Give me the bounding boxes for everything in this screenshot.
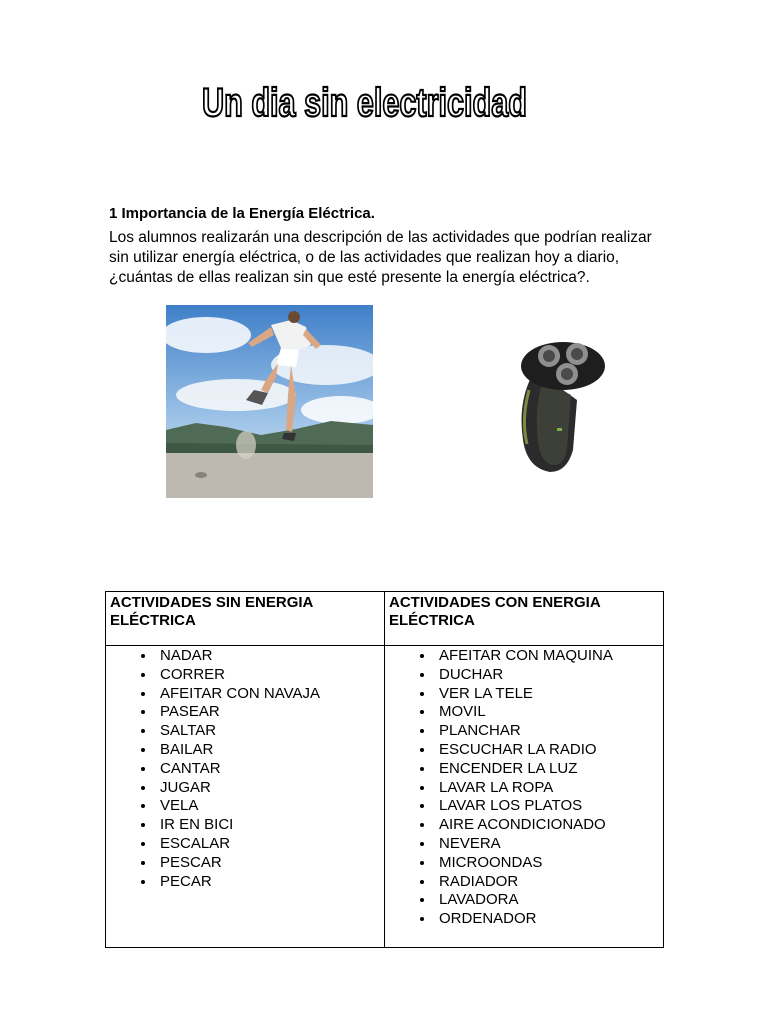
list-item: • PESCAR [156,854,380,873]
list-item: • CORRER [156,666,380,685]
table-header-row [106,592,664,646]
cell-with-electricity [385,646,664,948]
intro-paragraph: Los alumnos realizarán una descripción de las actividades que podrían realizar sin utilizar energía eléctrica, o de las actividades que realizan hoy a diario, ¿cuántas de ellas realizan sin que esté presente la energía eléctrica?. [109,229,652,286]
list-item: • AIRE ACONDICIONADO [435,816,659,835]
list-item: • NADAR [156,647,380,666]
list-item: • VER LA TELE [435,685,659,704]
runner-jumping-photo [166,305,373,498]
table-row [106,646,664,948]
cell-without-electricity [106,646,385,948]
list-without-electricity [110,647,380,891]
list-item: • RADIADOR [435,873,659,892]
list-item: • BAILAR [156,741,380,760]
list-item: • VELA [156,797,380,816]
list-item: • PASEAR [156,703,380,722]
list-item: • NEVERA [435,835,659,854]
list-item: • AFEITAR CON MAQUINA [435,647,659,666]
list-item: • ORDENADOR [435,910,659,929]
header-with-electricity: ACTIVIDADES CON ENERGIA ELÉCTRICA [385,592,664,646]
list-item: • MICROONDAS [435,854,659,873]
list-item: • JUGAR [156,779,380,798]
list-item: • ENCENDER LA LUZ [435,760,659,779]
list-item: • CANTAR [156,760,380,779]
list-item: • AFEITAR CON NAVAJA [156,685,380,704]
list-item: • DUCHAR [435,666,659,685]
list-item: • LAVADORA [435,891,659,910]
section-heading: 1 Importancia de la Energía Eléctrica. [109,205,375,222]
title-text: Un dia sin electricidad [202,81,527,125]
list-item: • LAVAR LA ROPA [435,779,659,798]
list-item: • IR EN BICI [156,816,380,835]
activities-table [105,591,664,948]
document-title [200,74,540,130]
list-item: • PLANCHAR [435,722,659,741]
list-item: • LAVAR LOS PLATOS [435,797,659,816]
list-with-electricity [389,647,659,929]
list-item: • MOVIL [435,703,659,722]
list-item: • PECAR [156,873,380,892]
list-item: • ESCALAR [156,835,380,854]
electric-shaver-photo [505,340,605,476]
list-item: • ESCUCHAR LA RADIO [435,741,659,760]
list-item: • SALTAR [156,722,380,741]
header-without-electricity: ACTIVIDADES SIN ENERGIA ELÉCTRICA [106,592,385,646]
